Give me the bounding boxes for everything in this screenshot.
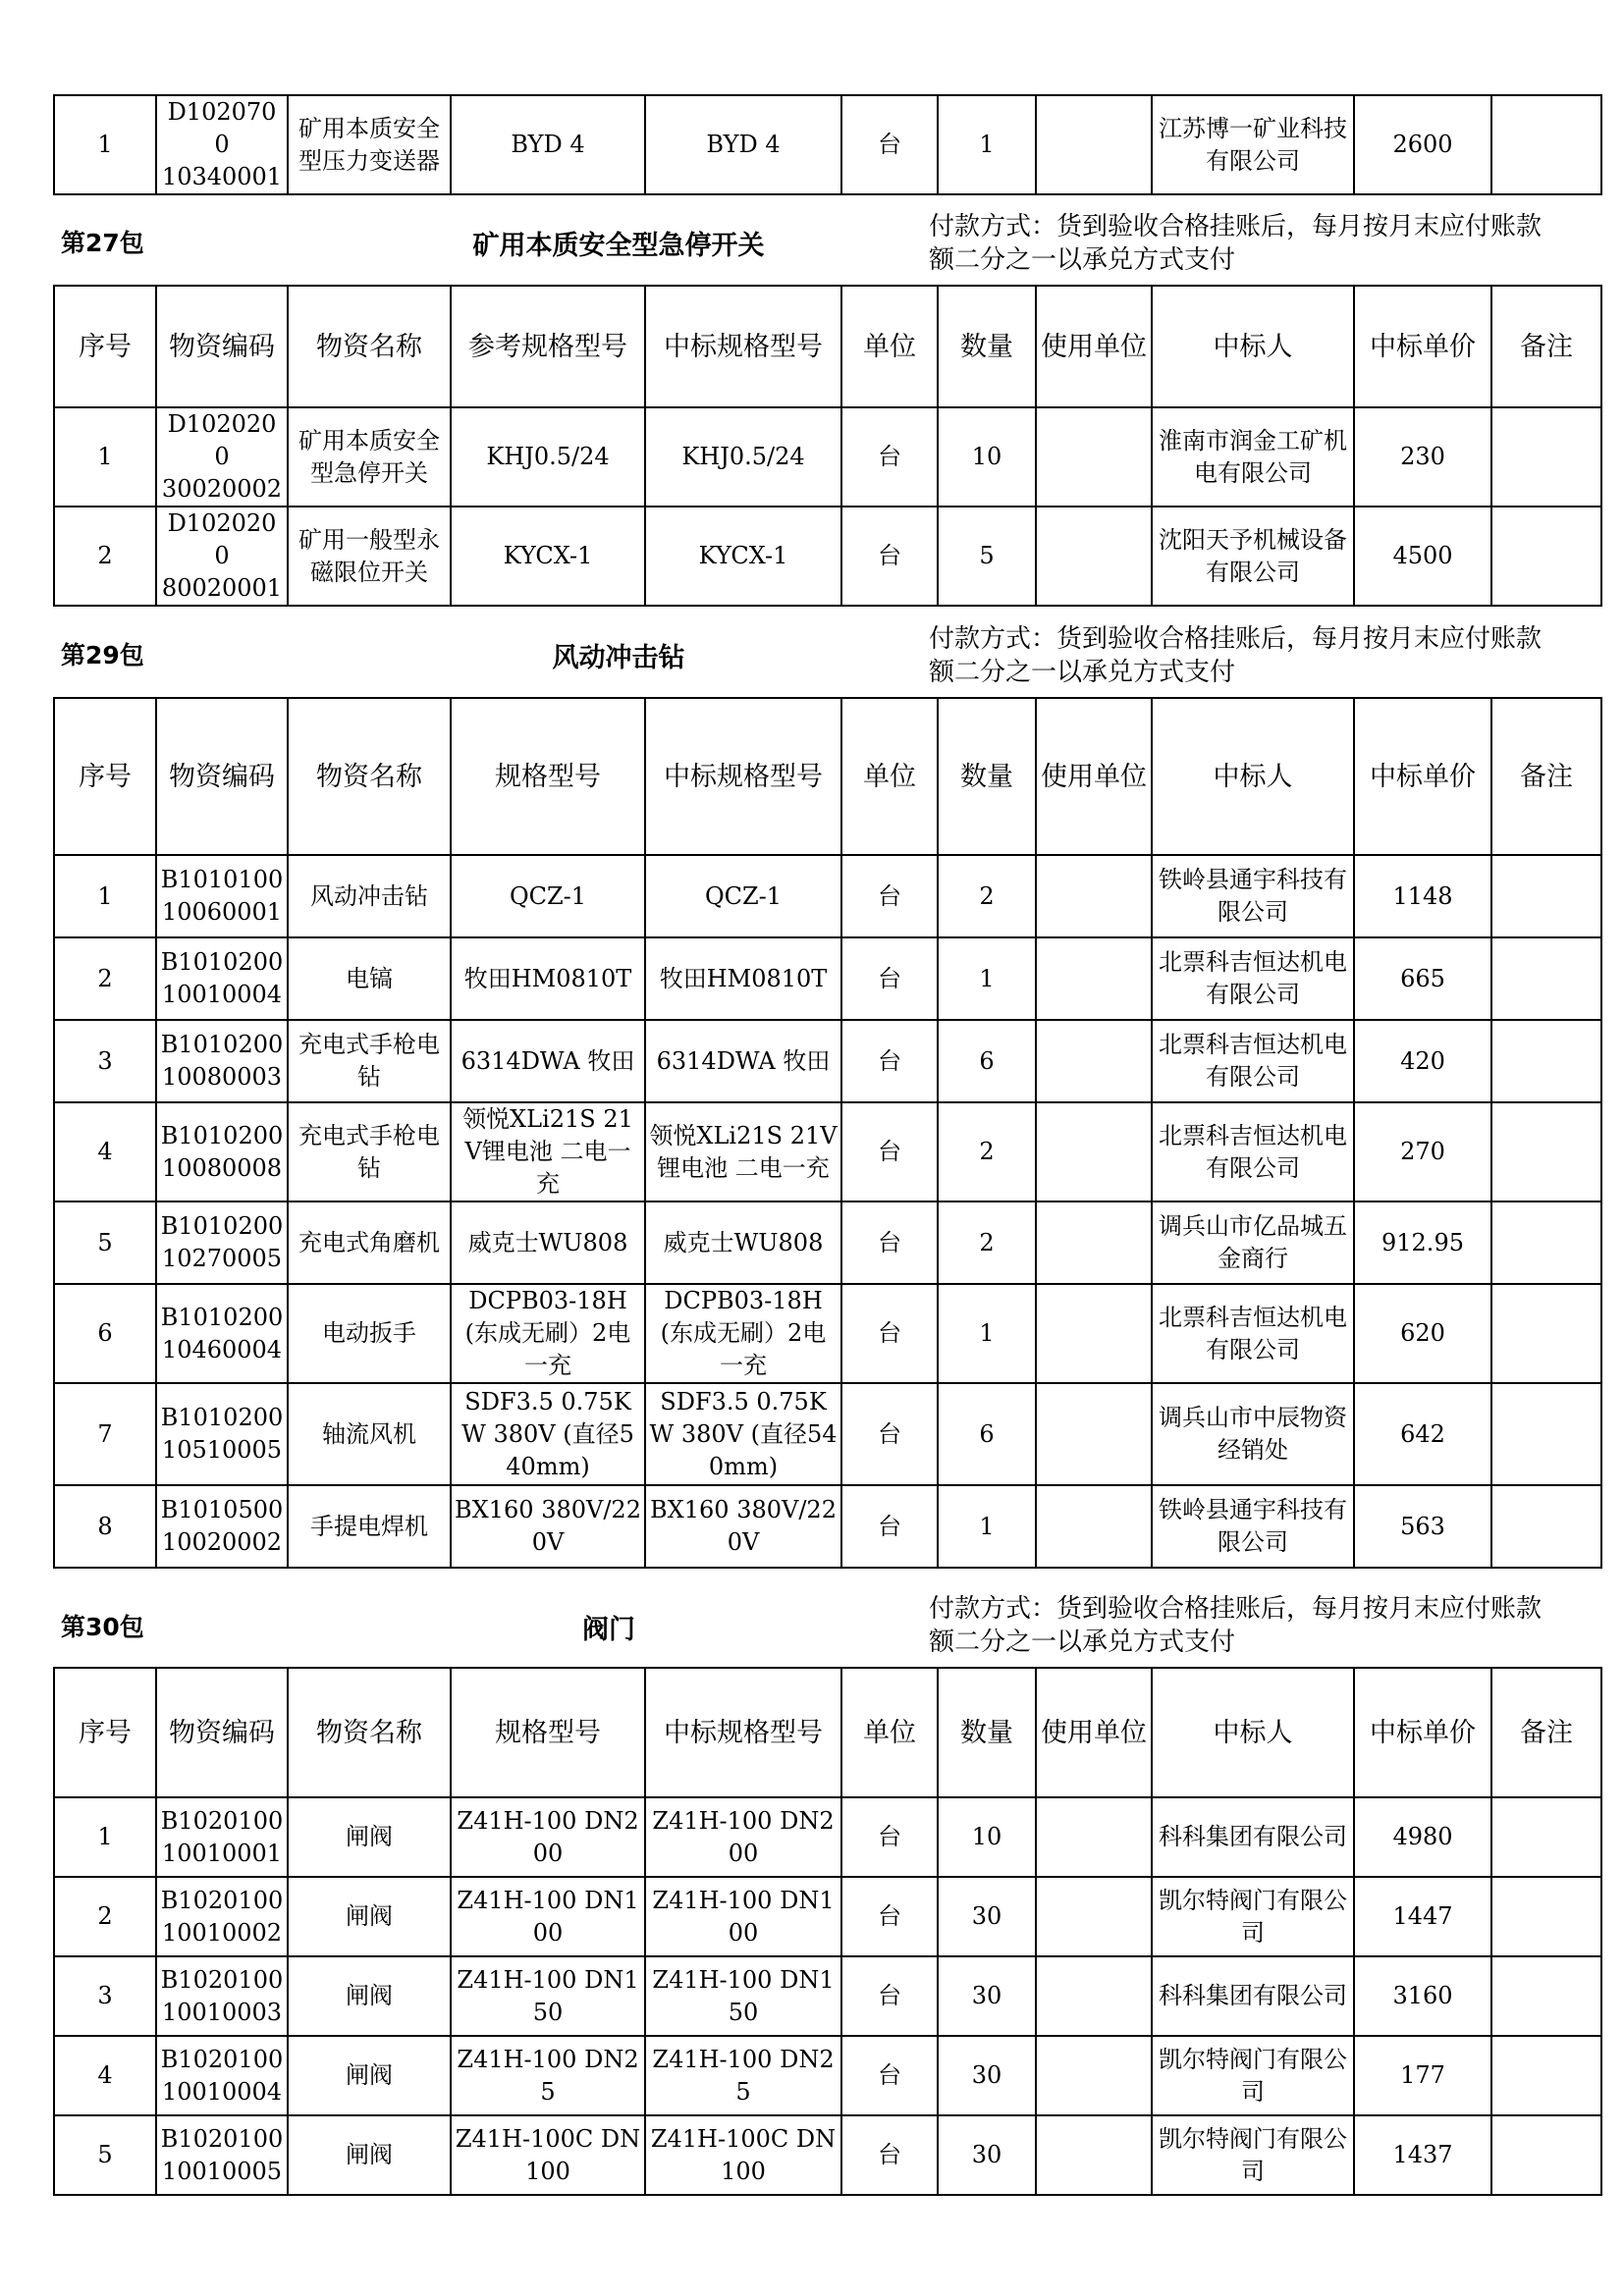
cell-seq: 2 — [54, 937, 156, 1020]
header-unit-price: 中标单价 — [1354, 698, 1491, 855]
cell-using-unit — [1036, 2115, 1152, 2195]
table-row — [54, 2036, 1601, 2115]
cell-remarks — [1491, 1956, 1601, 2036]
header-unit: 单位 — [841, 1668, 938, 1797]
cell-unit-price: 563 — [1354, 1485, 1491, 1568]
cell-material-name: 轴流风机 — [288, 1383, 451, 1485]
cell-unit: 台 — [841, 1201, 938, 1284]
cell-winning-bidder: 凯尔特阀门有限公司 — [1152, 2036, 1354, 2115]
cell-winning-bidder: 铁岭县通宇科技有限公司 — [1152, 1485, 1354, 1568]
package-27-title: 矿用本质安全型急停开关 — [472, 231, 765, 261]
cell-using-unit — [1036, 1485, 1152, 1568]
cell-winning-bidder: 北票科吉恒达机电有限公司 — [1152, 937, 1354, 1020]
cell-remarks — [1491, 2036, 1601, 2115]
cell-remarks — [1491, 937, 1601, 1020]
package-29-payment-terms: 付款方式：货到验收合格挂账后，每月按月末应付账款额二分之一以承兑方式支付 — [929, 624, 1543, 687]
cell-unit: 台 — [841, 937, 938, 1020]
package-30-payment-terms: 付款方式：货到验收合格挂账后，每月按月末应付账款额二分之一以承兑方式支付 — [929, 1594, 1543, 1657]
table-row — [54, 1877, 1601, 1956]
header-unit-price: 中标单价 — [1354, 1668, 1491, 1797]
cell-winning-bidder: 科科集团有限公司 — [1152, 1797, 1354, 1877]
cell-spec: BX160 380V/220V — [451, 1485, 645, 1568]
cell-material-code: B1020100 10010003 — [156, 1956, 288, 2036]
cell-winning-bidder: 调兵山市中辰物资经销处 — [1152, 1383, 1354, 1485]
cell-material-code: B1010200 10080008 — [156, 1102, 288, 1201]
package-30-title: 阀门 — [582, 1615, 635, 1645]
cell-material-code: B1010500 10020002 — [156, 1485, 288, 1568]
cell-using-unit — [1036, 407, 1152, 507]
header-material-code: 物资编码 — [156, 698, 288, 855]
cell-bid-spec: DCPB03-18H(东成无刷）2电一充 — [645, 1284, 841, 1383]
cell-using-unit — [1036, 1383, 1152, 1485]
cell-material-code: B1010200 10080003 — [156, 1020, 288, 1102]
cell-unit-price: 3160 — [1354, 1956, 1491, 2036]
header-bid-spec: 中标规格型号 — [645, 1668, 841, 1797]
cell-seq: 4 — [54, 1102, 156, 1201]
table-row — [54, 2115, 1601, 2195]
cell-using-unit — [1036, 1102, 1152, 1201]
cell-bid-spec: BX160 380V/220V — [645, 1485, 841, 1568]
cell-using-unit — [1036, 1956, 1152, 2036]
cell-material-name: 矿用本质安全型急停开关 — [288, 407, 451, 507]
cell-quantity: 1 — [938, 95, 1036, 194]
cell-unit-price: 1148 — [1354, 855, 1491, 937]
cell-unit: 台 — [841, 1383, 938, 1485]
table-row — [54, 855, 1601, 937]
cell-seq: 1 — [54, 855, 156, 937]
cell-using-unit — [1036, 1284, 1152, 1383]
cell-material-code: B1020100 10010004 — [156, 2036, 288, 2115]
header-material-name: 物资名称 — [288, 1668, 451, 1797]
cell-quantity: 2 — [938, 1201, 1036, 1284]
cell-material-name: 电动扳手 — [288, 1284, 451, 1383]
cell-unit-price: 270 — [1354, 1102, 1491, 1201]
cell-spec: 6314DWA 牧田 — [451, 1020, 645, 1102]
package-27-payment-terms: 付款方式：货到验收合格挂账后，每月按月末应付账款额二分之一以承兑方式支付 — [929, 212, 1543, 275]
cell-winning-bidder: 北票科吉恒达机电有限公司 — [1152, 1284, 1354, 1383]
package-29-title: 风动冲击钻 — [552, 643, 685, 673]
cell-quantity: 2 — [938, 855, 1036, 937]
cell-winning-bidder: 淮南市润金工矿机电有限公司 — [1152, 407, 1354, 507]
cell-remarks — [1491, 95, 1601, 194]
cell-seq: 6 — [54, 1284, 156, 1383]
cell-spec: Z41H-100 DN150 — [451, 1956, 645, 2036]
package-30-table — [53, 1667, 1602, 2196]
cell-using-unit — [1036, 2036, 1152, 2115]
cell-material-name: 手提电焊机 — [288, 1485, 451, 1568]
cell-winning-bidder: 铁岭县通宇科技有限公司 — [1152, 855, 1354, 937]
cell-material-code: D1020700 10340001 — [156, 95, 288, 194]
header-seq: 序号 — [54, 698, 156, 855]
cell-material-name: 充电式手枪电钻 — [288, 1102, 451, 1201]
cell-quantity: 10 — [938, 1797, 1036, 1877]
cell-quantity: 1 — [938, 1485, 1036, 1568]
header-unit-price: 中标单价 — [1354, 286, 1491, 407]
cell-quantity: 5 — [938, 507, 1036, 606]
cell-spec: KYCX-1 — [451, 507, 645, 606]
cell-remarks — [1491, 1102, 1601, 1201]
cell-quantity: 6 — [938, 1383, 1036, 1485]
cell-winning-bidder: 北票科吉恒达机电有限公司 — [1152, 1020, 1354, 1102]
cell-bid-spec: 牧田HM0810T — [645, 937, 841, 1020]
header-remarks: 备注 — [1491, 1668, 1601, 1797]
cell-using-unit — [1036, 1797, 1152, 1877]
package-29-label: 第29包 — [61, 641, 144, 669]
table-row — [54, 1485, 1601, 1568]
cell-material-code: B1020100 10010001 — [156, 1797, 288, 1877]
cell-unit-price: 642 — [1354, 1383, 1491, 1485]
cell-material-name: 闸阀 — [288, 2115, 451, 2195]
header-quantity: 数量 — [938, 698, 1036, 855]
cell-seq: 8 — [54, 1485, 156, 1568]
cell-seq: 1 — [54, 407, 156, 507]
table-header-row — [54, 286, 1601, 407]
cell-unit-price: 1447 — [1354, 1877, 1491, 1956]
cell-quantity: 1 — [938, 937, 1036, 1020]
cell-material-code: B1020100 10010002 — [156, 1877, 288, 1956]
package-27-table — [53, 285, 1602, 607]
cell-material-code: B1010200 10270005 — [156, 1201, 288, 1284]
cell-material-code: D1020200 80020001 — [156, 507, 288, 606]
cell-material-name: 充电式手枪电钻 — [288, 1020, 451, 1102]
cell-unit: 台 — [841, 507, 938, 606]
header-material-name: 物资名称 — [288, 698, 451, 855]
cell-unit: 台 — [841, 1102, 938, 1201]
cell-material-name: 矿用本质安全型压力变送器 — [288, 95, 451, 194]
cell-remarks — [1491, 507, 1601, 606]
cell-spec: KHJ0.5/24 — [451, 407, 645, 507]
cell-spec: Z41H-100C DN100 — [451, 2115, 645, 2195]
cell-material-code: B1010200 10510005 — [156, 1383, 288, 1485]
cell-bid-spec: 威克士WU808 — [645, 1201, 841, 1284]
cell-spec: Z41H-100 DN25 — [451, 2036, 645, 2115]
cell-using-unit — [1036, 1877, 1152, 1956]
header-material-name: 物资名称 — [288, 286, 451, 407]
cell-material-name: 风动冲击钻 — [288, 855, 451, 937]
header-winning-bidder: 中标人 — [1152, 1668, 1354, 1797]
header-spec: 参考规格型号 — [451, 286, 645, 407]
cell-unit-price: 420 — [1354, 1020, 1491, 1102]
header-unit: 单位 — [841, 698, 938, 855]
cell-bid-spec: 领悦XLi21S 21V锂电池 二电一充 — [645, 1102, 841, 1201]
table-row — [54, 507, 1601, 606]
cell-using-unit — [1036, 95, 1152, 194]
cell-unit: 台 — [841, 1877, 938, 1956]
header-using-unit: 使用单位 — [1036, 698, 1152, 855]
cell-spec: QCZ-1 — [451, 855, 645, 937]
header-material-code: 物资编码 — [156, 1668, 288, 1797]
table-row — [54, 1102, 1601, 1201]
cell-spec: 威克士WU808 — [451, 1201, 645, 1284]
cell-quantity: 30 — [938, 2115, 1036, 2195]
cell-material-name: 闸阀 — [288, 2036, 451, 2115]
cell-bid-spec: Z41H-100 DN150 — [645, 1956, 841, 2036]
cell-unit-price: 1437 — [1354, 2115, 1491, 2195]
table-row — [54, 1383, 1601, 1485]
header-bid-spec: 中标规格型号 — [645, 698, 841, 855]
table-header-row — [54, 1668, 1601, 1797]
cell-unit: 台 — [841, 1485, 938, 1568]
table-row — [54, 1201, 1601, 1284]
cell-winning-bidder: 调兵山市亿品城五金商行 — [1152, 1201, 1354, 1284]
cell-seq: 4 — [54, 2036, 156, 2115]
cell-material-name: 电镐 — [288, 937, 451, 1020]
cell-bid-spec: 6314DWA 牧田 — [645, 1020, 841, 1102]
cell-quantity: 10 — [938, 407, 1036, 507]
cell-bid-spec: Z41H-100 DN100 — [645, 1877, 841, 1956]
cell-quantity: 30 — [938, 1956, 1036, 2036]
cell-bid-spec: Z41H-100 DN25 — [645, 2036, 841, 2115]
cell-unit: 台 — [841, 2036, 938, 2115]
cell-remarks — [1491, 1485, 1601, 1568]
cell-seq: 3 — [54, 1020, 156, 1102]
cell-material-code: B1020100 10010005 — [156, 2115, 288, 2195]
cell-remarks — [1491, 855, 1601, 937]
cell-quantity: 2 — [938, 1102, 1036, 1201]
cell-unit: 台 — [841, 2115, 938, 2195]
cell-unit-price: 665 — [1354, 937, 1491, 1020]
cell-winning-bidder: 沈阳天予机械设备有限公司 — [1152, 507, 1354, 606]
previous-package-table — [53, 94, 1602, 195]
cell-material-name: 矿用一般型永磁限位开关 — [288, 507, 451, 606]
package-29-table — [53, 697, 1602, 1569]
cell-bid-spec: SDF3.5 0.75KW 380V (直径540mm) — [645, 1383, 841, 1485]
table-row — [54, 1797, 1601, 1877]
header-unit: 单位 — [841, 286, 938, 407]
table-row — [54, 1956, 1601, 2036]
cell-spec: Z41H-100 DN100 — [451, 1877, 645, 1956]
cell-using-unit — [1036, 507, 1152, 606]
table-header-row — [54, 698, 1601, 855]
header-spec: 规格型号 — [451, 698, 645, 855]
cell-material-code: B1010200 10460004 — [156, 1284, 288, 1383]
cell-unit-price: 4500 — [1354, 507, 1491, 606]
cell-winning-bidder: 凯尔特阀门有限公司 — [1152, 1877, 1354, 1956]
table-row — [54, 1020, 1601, 1102]
cell-seq: 3 — [54, 1956, 156, 2036]
header-winning-bidder: 中标人 — [1152, 286, 1354, 407]
header-seq: 序号 — [54, 1668, 156, 1797]
cell-using-unit — [1036, 937, 1152, 1020]
cell-bid-spec: KYCX-1 — [645, 507, 841, 606]
cell-seq: 2 — [54, 1877, 156, 1956]
cell-remarks — [1491, 407, 1601, 507]
cell-unit-price: 912.95 — [1354, 1201, 1491, 1284]
cell-material-name: 闸阀 — [288, 1956, 451, 2036]
cell-spec: BYD 4 — [451, 95, 645, 194]
cell-remarks — [1491, 1877, 1601, 1956]
header-using-unit: 使用单位 — [1036, 286, 1152, 407]
cell-bid-spec: Z41H-100 DN200 — [645, 1797, 841, 1877]
cell-seq: 2 — [54, 507, 156, 606]
cell-winning-bidder: 江苏博一矿业科技有限公司 — [1152, 95, 1354, 194]
cell-unit: 台 — [841, 1020, 938, 1102]
cell-unit: 台 — [841, 95, 938, 194]
header-quantity: 数量 — [938, 1668, 1036, 1797]
table-row — [54, 937, 1601, 1020]
header-spec: 规格型号 — [451, 1668, 645, 1797]
cell-seq: 5 — [54, 2115, 156, 2195]
cell-material-name: 闸阀 — [288, 1797, 451, 1877]
cell-material-code: D1020200 30020002 — [156, 407, 288, 507]
cell-spec: 领悦XLi21S 21V锂电池 二电一充 — [451, 1102, 645, 1201]
cell-unit: 台 — [841, 407, 938, 507]
cell-unit-price: 4980 — [1354, 1797, 1491, 1877]
cell-remarks — [1491, 1383, 1601, 1485]
cell-unit: 台 — [841, 855, 938, 937]
cell-material-name: 闸阀 — [288, 1877, 451, 1956]
cell-unit: 台 — [841, 1956, 938, 2036]
cell-quantity: 6 — [938, 1020, 1036, 1102]
header-remarks: 备注 — [1491, 698, 1601, 855]
cell-bid-spec: KHJ0.5/24 — [645, 407, 841, 507]
package-30-label: 第30包 — [61, 1613, 144, 1641]
cell-spec: Z41H-100 DN200 — [451, 1797, 645, 1877]
cell-winning-bidder: 凯尔特阀门有限公司 — [1152, 2115, 1354, 2195]
cell-quantity: 1 — [938, 1284, 1036, 1383]
cell-seq: 5 — [54, 1201, 156, 1284]
cell-seq: 1 — [54, 95, 156, 194]
cell-unit-price: 177 — [1354, 2036, 1491, 2115]
cell-unit-price: 620 — [1354, 1284, 1491, 1383]
cell-bid-spec: QCZ-1 — [645, 855, 841, 937]
header-quantity: 数量 — [938, 286, 1036, 407]
header-material-code: 物资编码 — [156, 286, 288, 407]
header-bid-spec: 中标规格型号 — [645, 286, 841, 407]
cell-seq: 7 — [54, 1383, 156, 1485]
cell-using-unit — [1036, 1201, 1152, 1284]
cell-remarks — [1491, 1284, 1601, 1383]
cell-winning-bidder: 科科集团有限公司 — [1152, 1956, 1354, 2036]
package-27-label: 第27包 — [61, 229, 144, 257]
cell-bid-spec: Z41H-100C DN100 — [645, 2115, 841, 2195]
cell-material-code: B1010200 10010004 — [156, 937, 288, 1020]
cell-seq: 1 — [54, 1797, 156, 1877]
cell-remarks — [1491, 1201, 1601, 1284]
cell-remarks — [1491, 1797, 1601, 1877]
header-seq: 序号 — [54, 286, 156, 407]
cell-quantity: 30 — [938, 2036, 1036, 2115]
cell-material-code: B1010100 10060001 — [156, 855, 288, 937]
table-row — [54, 1284, 1601, 1383]
cell-spec: 牧田HM0810T — [451, 937, 645, 1020]
cell-unit-price: 2600 — [1354, 95, 1491, 194]
cell-remarks — [1491, 1020, 1601, 1102]
cell-using-unit — [1036, 1020, 1152, 1102]
cell-material-name: 充电式角磨机 — [288, 1201, 451, 1284]
cell-unit: 台 — [841, 1284, 938, 1383]
cell-spec: SDF3.5 0.75KW 380V (直径540mm) — [451, 1383, 645, 1485]
cell-unit-price: 230 — [1354, 407, 1491, 507]
cell-winning-bidder: 北票科吉恒达机电有限公司 — [1152, 1102, 1354, 1201]
table-row — [54, 95, 1601, 194]
cell-quantity: 30 — [938, 1877, 1036, 1956]
cell-spec: DCPB03-18H(东成无刷）2电一充 — [451, 1284, 645, 1383]
cell-bid-spec: BYD 4 — [645, 95, 841, 194]
cell-remarks — [1491, 2115, 1601, 2195]
header-winning-bidder: 中标人 — [1152, 698, 1354, 855]
table-row — [54, 407, 1601, 507]
header-using-unit: 使用单位 — [1036, 1668, 1152, 1797]
cell-using-unit — [1036, 855, 1152, 937]
header-remarks: 备注 — [1491, 286, 1601, 407]
cell-unit: 台 — [841, 1797, 938, 1877]
